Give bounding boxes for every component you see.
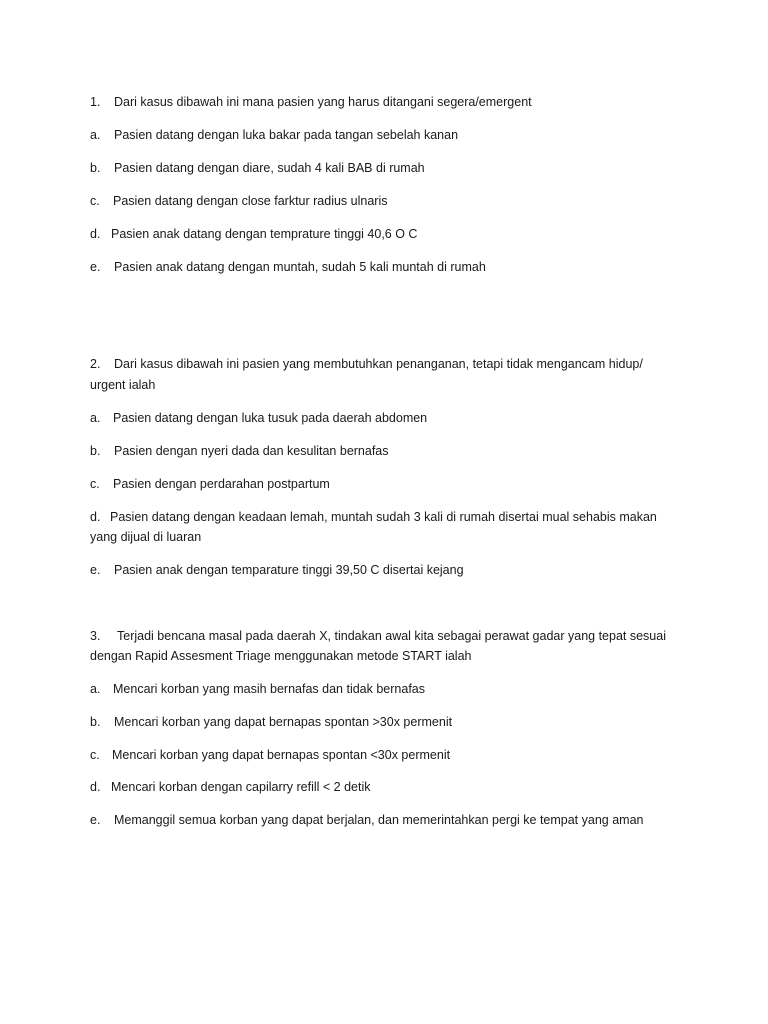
question-2-option-e <box>90 562 670 578</box>
question-2-option-d-continuation <box>90 529 670 545</box>
option-text: Pasien dengan nyeri dada dan kesulitan bernafas <box>114 444 389 458</box>
option-label: b. <box>90 715 101 729</box>
option-label: b. <box>90 444 101 458</box>
option-label: e. <box>90 260 101 274</box>
option-label: c. <box>90 194 100 208</box>
option-text: Mencari korban yang dapat bernapas spontan <30x permenit <box>112 748 451 762</box>
question-number: 2. <box>90 357 101 371</box>
option-text: Pasien datang dengan luka bakar pada tangan sebelah kanan <box>114 128 459 142</box>
option-label: e. <box>90 563 101 577</box>
question-3-option-a <box>90 681 670 697</box>
question-1 <box>90 94 670 110</box>
option-text: Pasien datang dengan luka tusuk pada daerah abdomen <box>113 411 428 425</box>
option-text: Pasien anak datang dengan muntah, sudah 5 kali muntah di rumah <box>114 260 486 274</box>
option-text: Mencari korban dengan capilarry refill < 2 detik <box>111 780 371 794</box>
option-text: Pasien datang dengan close farktur radius ulnaris <box>113 194 388 208</box>
question-3-option-c <box>90 747 670 763</box>
option-label: b. <box>90 161 101 175</box>
option-label: d. <box>90 510 101 524</box>
question-1-option-b <box>90 160 670 176</box>
option-text: Pasien anak datang dengan temprature tinggi 40,6 O C <box>111 227 418 241</box>
option-text: yang dijual di luaran <box>90 530 202 544</box>
option-text: Pasien dengan perdarahan postpartum <box>113 477 330 491</box>
question-number: 3. <box>90 629 101 643</box>
option-label: e. <box>90 813 101 827</box>
question-1-option-d <box>90 226 670 242</box>
question-3-option-b <box>90 714 670 730</box>
option-text: Pasien datang dengan diare, sudah 4 kali BAB di rumah <box>114 161 425 175</box>
question-2-continuation <box>90 377 670 393</box>
option-text: Memanggil semua korban yang dapat berjalan, dan memerintahkan pergi ke tempat yang aman <box>114 813 644 827</box>
question-1-option-e <box>90 259 670 275</box>
question-2-option-a <box>90 410 670 426</box>
question-3-option-e <box>90 812 670 828</box>
question-2-option-b <box>90 443 670 459</box>
option-label: d. <box>90 227 101 241</box>
question-3 <box>90 628 670 644</box>
option-text: Mencari korban yang dapat bernapas spontan >30x permenit <box>114 715 453 729</box>
option-text: Pasien datang dengan keadaan lemah, muntah sudah 3 kali di rumah disertai mual sehabis makan <box>110 510 657 524</box>
question-2-option-c <box>90 476 670 492</box>
option-label: d. <box>90 780 101 794</box>
option-text: Mencari korban yang masih bernafas dan tidak bernafas <box>113 682 425 696</box>
option-label: c. <box>90 748 100 762</box>
question-2 <box>90 356 670 372</box>
question-text: urgent ialah <box>90 378 156 392</box>
option-label: a. <box>90 411 101 425</box>
question-1-option-c <box>90 193 670 209</box>
option-label: c. <box>90 477 100 491</box>
question-text: Terjadi bencana masal pada daerah X, tindakan awal kita sebagai perawat gadar yang tepat sesuai <box>117 629 666 643</box>
option-label: a. <box>90 128 101 142</box>
question-2-option-d <box>90 509 670 525</box>
option-label: a. <box>90 682 101 696</box>
question-text: Dari kasus dibawah ini pasien yang membutuhkan penanganan, tetapi tidak mengancam hidup/ <box>114 357 643 371</box>
question-text: Dari kasus dibawah ini mana pasien yang harus ditangani segera/emergent <box>114 95 532 109</box>
question-3-option-d <box>90 779 670 795</box>
option-text: Pasien anak dengan temparature tinggi 39,50 C disertai kejang <box>114 563 464 577</box>
question-1-option-a <box>90 127 670 143</box>
question-number: 1. <box>90 95 101 109</box>
question-3-continuation <box>90 648 670 664</box>
question-text: dengan Rapid Assesment Triage menggunakan metode START ialah <box>90 649 472 663</box>
